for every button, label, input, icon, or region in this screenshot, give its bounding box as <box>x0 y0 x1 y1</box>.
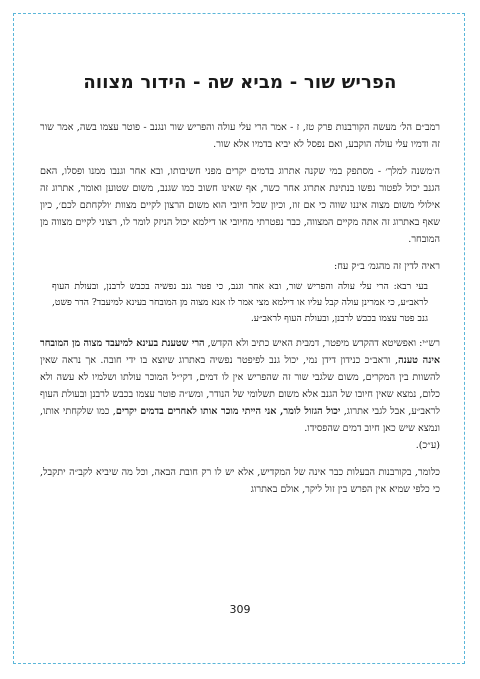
gemara-quote: בעי רבא: הרי עלי עולה והפריש שור, ובא אחר וגנב, כי פטר גנב נפשיה בכבש לרבנן, ובעולת העוף לראב״ע, כי אמרינן עולה קבל עליו או דילמא מצי אמר לו אנא מצוה מן המובחר בעינא למיעבד? הדר פשט, גנב פטר עצמו בכבש לרבנן, ובעולת העוף לראב״ע. <box>52 281 428 324</box>
paragraph-rashi <box>40 335 440 454</box>
page-number: 309 <box>229 603 251 616</box>
rashi-bold-1: הרי שטענת בעינא למיעבד מצוה מן המובחר אינה טענה <box>40 338 440 366</box>
paragraph-rambam: רמב״ם הל׳ מעשה הקורבנות פרק טז, ז - אמר הרי עלי עולה והפריש שור ונגנב - פוטר עצמו בשה, אמר שור זה ודמיו עלי עולה הוקבע, ואם נפסל לא יביא בדמיו אלא שור. <box>40 122 440 150</box>
paragraph-mishneh-lamelech: ה׳משנה למלך׳ - מסתפק במי שקנה אתרוג בדמים יקרים מפני חשיבותו, ובא אחר וגנבו ממנו ופסלו, האם הגנב יכול לפטור נפשו בנתינת אתרוג אחר כשר, אף שאינו חשוב כמו שגנב, משום שטוען ואומר, אתרוג זה אילולי משום מצוה איננו שווה כי אם זוז, וכיון שכל חיובי הוא משום הרצון לקיים מצוות ׳ולקחתם לכם׳, כיון שאף באתרוג זה אתה מקיים המצווה, כבר נפטרתי מחיובי או דילמא יכול הניזק לומר לו, רצוני לקיים מצווה מן המובחר. <box>40 166 440 245</box>
rashi-text-2: , וראב״כ כנידון דידן נמי, יכול גנב לפיפטר נפשיה באתרוג שיוצא בו ידי חובה. אך נראה שאין להשוות בין המקרים, משום שלגבי שור זה שהפריש אין לו דמים, דקי״ל המוכר עולתו ושלמיו לא עשה ולא כלום, נמצא שאין חיובו של הגנב אלא משום תשלומי של הנודר, ומש״ה פוטר עצמו בכבש לרבנן ובעולת העוף לראב״ע, אבל לגבי אתרוג, <box>40 355 440 417</box>
page-content <box>40 72 440 508</box>
paragraph-conclusion: כלומר, בקורבנות הבעלות כבר אינה של המקדיש, אלא יש לו רק חובת הבאה, וכל מה שיביא לקב״ה יתקבל, כי כלפי שמיא אין הפרש בין זול ליקר, אולם באתרוג <box>40 467 440 495</box>
rashi-text-3: , כמו שלקחתי אותו, ונמצא שיש כאן חיוב דמים שהפסידו. <box>40 406 440 434</box>
rashi-source: (ע״כ). <box>415 440 440 451</box>
rashi-bold-2: יכול הגזול לומר, אני הייתי מוכר אותו לאחרים בדמים יקרים <box>115 406 341 417</box>
paragraph-proof-intro: ראיה לדין זה מהגמ׳ ב״ק עח: <box>333 261 440 272</box>
rashi-text-1: רש״י: ואפשיטא דהקדש מיפטר, דמבית האיש כתיב ולא הקדש, <box>204 338 440 349</box>
page-title: הפריש שור - מביא שה - הידור מצווה <box>83 72 397 93</box>
